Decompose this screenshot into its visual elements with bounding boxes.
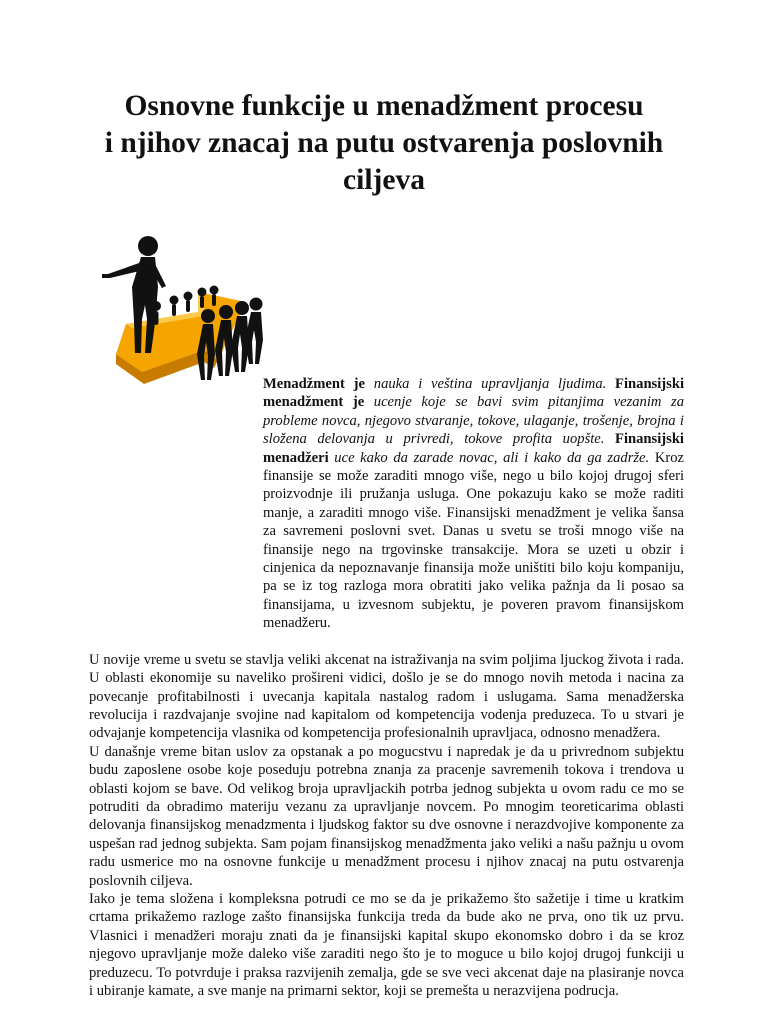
paragraph-spacer [89,633,684,651]
bold-term-finansijski-menadzeri: Finansijski menadžeri [263,431,684,466]
definition-finansijski-menadzment: ucenje koje se bavi svim pitanjima vezanim za probleme novca, njegovo stvaranje, tokove, ulaganje, trošenje, brojna i složena delovanja u privredi, tokove profita uopšte. [263,394,685,448]
title-line-3: ciljeva [343,164,425,196]
paragraph-4: Iako je tema složena i kompleksna potrudi ce mo se da je prikažemo što sažetije i time u kratkim crtama prikažemo razloge zašto finansijska funkcija treda da bude ako ne prva, ono tik uz prvu. Vlasnici i menadžeri moraju znati da je finansijski kapital skupo ekonomsko dobro i da se kroz njegovo upravljanje može daleko više zaraditi nego što je to moguce u bilo kojoj drugoj funkciji u preduzecu. To potvrduje i praksa razvijenih zemalja, gde se sve veci akcenat daje na plasiranje novca i ubiranje kamate, a sve manje na primarni sektor, koji se premešta u nerazvijena podrucja. [89,890,684,999]
bold-term-menadzment: Menadžment je [263,376,374,392]
bold-term-finansijski-menadzment: Finansijski menadžment je [263,376,684,411]
definition-menadzment: nauka i veština upravljanja ljudima. [373,376,607,392]
definition-finansijski-menadzeri: uce kako da zarade novac, ali i kako da ga zadrže. [334,449,650,466]
paragraph-3: U današnje vreme bitan uslov za opstanak a po mogucstvu i napredak je da u privrednom subjektu budu zaposlene osobe koje poseduju potrebna znanja za pracenje savremenih tokova i trendova u oblasti kojom se bave. Od velikog broja upravljackih potrba jednog subjekta u ovom radu ce mo se potruditi da obradimo materiju vezanu za upravljanje novcem. Po mnogim teoreticarima oblasti delovanja finansijskog menadzmenta i ljudskog faktor su dve osnovne i nerazdvojive komponente za uspešan rad jednog subjekta. Sam pojam finansijskog menadžmenta jako veliki a našu pažnju u ovom radu usmerice mo na osnovne funkcije u menadžment procesu i njihov znacaj na putu ostvarenja poslovnih ciljeva. [89,743,684,889]
title-line-1: Osnovne funkcije u menadžment procesu [124,90,644,122]
paragraph-2: U novije vreme u svetu se stavlja veliki akcenat na istraživanja na svim poljima ljuckog života i rada. U oblasti ekonomije su naveliko prošireni vidici, došlo je se do mnogo novih metoda i nacina za povecanje profitabilnosti i uvecanja kapitala nastalog radom i uslugama. Sama menadžerska revolucija i razdvajanje svojine nad kapitalom od kompetencija vodenja preduzeca. To u stvari je odvajanje kompetencija vlasnika od kompetencija profesionalnih upravljaca, odnosno menadžera. [89,651,684,742]
title-line-2: i njihov znacaj na putu ostvarenja poslovnih [104,127,664,159]
paragraph-1-rest: Kroz finansije se može zaraditi mnogo više, nego u bilo kojoj drugoj sferi proizvodnje ili pružanja usluga. One pokazuju kako se može raditi manje, a zaraditi mnogo više. Finansijski menadžment je velika šansa za savremeni poslovni svet. Danas u svetu se troši mnogo više na finansije nego na trgovinske transakcije. Mora se uzeti u obzir i cinjenica da nepoznavanje finansija može uništiti bilo koju kompaniju, pa se iz tog razloga mora obratiti jako velika pažnja da li posao sa finansijama, u izvesnom subjektu, je poveren pravom finansijskom menadžeru. [263,449,684,632]
leader-pointing-with-team-on-arrow-icon [86,232,276,392]
document-body [89,375,684,1000]
paragraph-1 [89,375,684,633]
document-title [60,88,708,199]
